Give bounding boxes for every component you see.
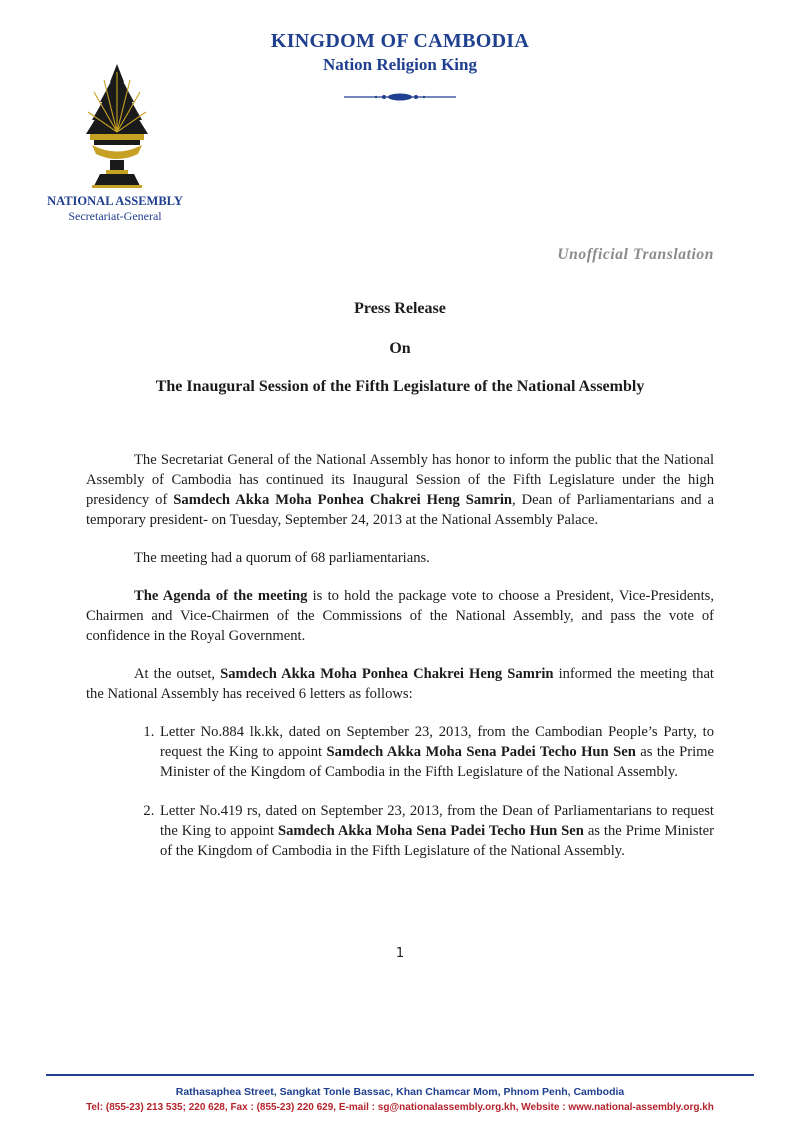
- ornament-divider-icon: [340, 90, 460, 104]
- website-label: Website :: [521, 1102, 566, 1113]
- page-number: 1: [395, 946, 405, 961]
- fax-label: Fax :: [230, 1102, 254, 1113]
- email-value: sg@nationalassembly.org.kh,: [377, 1102, 519, 1113]
- list-item: 2. Letter No.419 rs, dated on September 23, 2013, from the Dean of Parliamentarians to request the King to appoint Samdech Akka Moha Sena Padei Techo Hun Sen as the Prime Minister of the Kingdom of Cambodia in the Fifth Legislature of the National Assembly.: [158, 801, 714, 861]
- paragraph-intro: The Secretariat General of the National Assembly has honor to inform the public that the National Assembly of Cambodia has continued its Inaugural Session of the Fifth Legislature under the high presidency of Samdech Akka Moha Ponhea Chakrei Heng Samrin, Dean of Parliamentarians and a temporary president- on Tuesday, September 24, 2013 at the National Assembly Palace.: [86, 452, 715, 528]
- footer-contact: [20, 1102, 780, 1113]
- prime-minister-name: Samdech Akka Moha Sena Padei Techo Hun Sen: [277, 823, 584, 839]
- presiding-name: Samdech Akka Moha Ponhea Chakrei Heng Samrin: [173, 492, 513, 508]
- agenda-label: The Agenda of the meeting: [134, 588, 308, 604]
- organization-subtitle: Secretariat-General: [68, 209, 162, 223]
- letters-list: [86, 722, 714, 861]
- document-subject: The Inaugural Session of the Fifth Legislature of the National Assembly: [155, 378, 645, 395]
- presiding-name: Samdech Akka Moha Ponhea Chakrei Heng Samrin: [220, 666, 554, 682]
- fax-value: (855-23) 220 629,: [256, 1102, 337, 1113]
- paragraph-agenda: The Agenda of the meeting is to hold the package vote to choose a President, Vice-Presidents, Chairmen and Vice-Chairmen of the Commissions of the National Assembly, and pass the vote of confidence in the Royal Government.: [86, 588, 714, 644]
- prime-minister-name: Samdech Akka Moha Sena Padei Techo Hun Sen: [326, 744, 636, 760]
- tel-value: (855-23) 213 535; 220 628,: [105, 1102, 228, 1113]
- organization-name: NATIONAL ASSEMBLY: [47, 194, 183, 208]
- footer-address: Rathasaphea Street, Sangkat Tonle Bassac, Khan Chamcar Mom, Phnom Penh, Cambodia: [175, 1086, 625, 1098]
- motto-heading: Nation Religion King: [323, 55, 477, 74]
- press-release-body: [86, 450, 714, 880]
- tel-label: Tel:: [86, 1102, 104, 1113]
- document-title: Press Release: [354, 300, 446, 317]
- paragraph-quorum: The meeting had a quorum of 68 parliamentarians.: [134, 550, 430, 566]
- paragraph-letters-intro: At the outset, Samdech Akka Moha Ponhea Chakrei Heng Samrin informed the meeting that the National Assembly has received 6 letters as follows:: [86, 666, 714, 702]
- email-label: E-mail :: [338, 1102, 375, 1113]
- website-value: www.national-assembly.org.kh: [568, 1102, 714, 1113]
- translation-note: Unofficial Translation: [557, 246, 714, 263]
- document-title-connector: On: [389, 340, 411, 357]
- national-assembly-emblem-icon: [80, 62, 154, 190]
- footer-divider: [46, 1074, 754, 1076]
- list-item: 1. Letter No.884 lk.kk, dated on September 23, 2013, from the Cambodian People’s Party, to request the King to appoint Samdech Akka Moha Sena Padei Techo Hun Sen as the Prime Minister of the Kingdom of Cambodia in the Fifth Legislature of the National Assembly.: [158, 722, 714, 782]
- kingdom-heading: KINGDOM OF CAMBODIA: [270, 30, 530, 52]
